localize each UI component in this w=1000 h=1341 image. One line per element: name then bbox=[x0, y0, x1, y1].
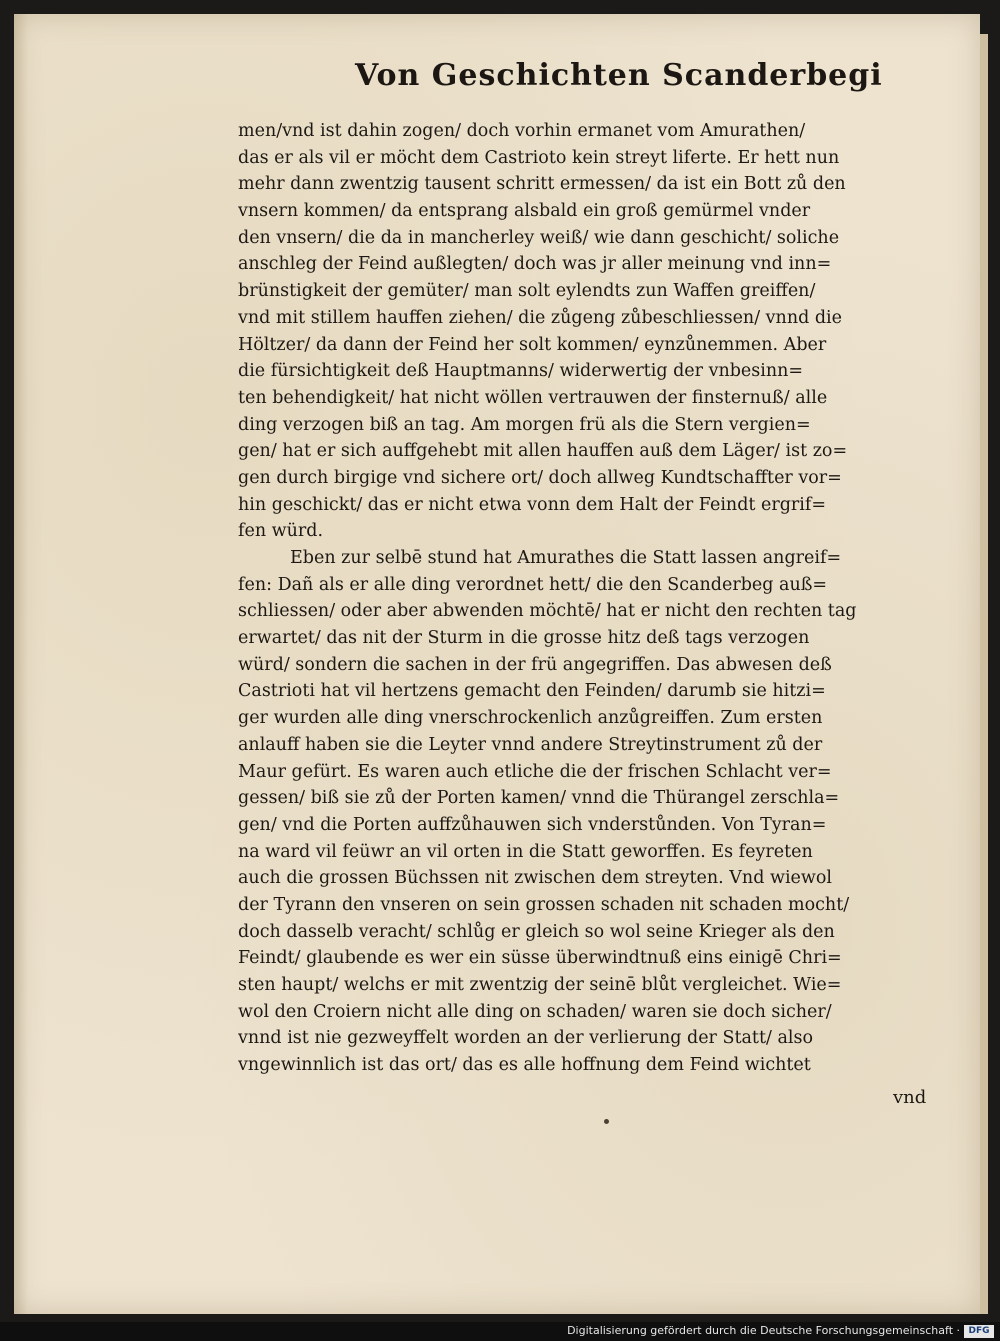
paragraph-2 bbox=[238, 545, 938, 1079]
text-line: wol den Croiern nicht alle ding on schaden/ waren sie doch sicher/ bbox=[238, 1001, 832, 1022]
text-line: der Tyrann den vnseren on sein grossen schaden nit schaden mocht/ bbox=[238, 894, 850, 915]
text-line: ger wurden alle ding vnerschrockenlich anzůgreiffen. Zum ersten bbox=[238, 708, 823, 729]
funding-credit: Digitalisierung gefördert durch die Deutsche Forschungsgemeinschaft · bbox=[567, 1324, 960, 1337]
text-line: gessen/ biß sie zů der Porten kamen/ vnnd die Thürangel zerschla= bbox=[238, 788, 840, 809]
text-line: fen würd. bbox=[238, 521, 324, 542]
text-line: ding verzogen biß an tag. Am morgen frü als die Stern vergien= bbox=[238, 414, 811, 435]
text-line: hin geschickt/ das er nicht etwa vonn dem Halt der Feindt ergrif= bbox=[238, 494, 827, 515]
text-line: na ward vil feüwr an vil orten in die Statt geworffen. Es feyreten bbox=[238, 841, 813, 862]
text-line: würd/ sondern die sachen in der frü angegriffen. Das abwesen deß bbox=[238, 654, 832, 675]
text-line: vngewinnlich ist das ort/ das es alle hoffnung dem Feind wichtet bbox=[238, 1055, 811, 1076]
text-line: gen durch birgige vnd sichere ort/ doch allweg Kundtschaffter vor= bbox=[238, 467, 842, 488]
text-line: gen/ vnd die Porten auffzůhauwen sich vnderstůnden. Von Tyran= bbox=[238, 814, 827, 835]
text-line: doch dasselb veracht/ schlůg er gleich so wol seine Krieger als den bbox=[238, 921, 835, 942]
text-line: vnnd ist nie gezweyffelt worden an der verlierung der Statt/ also bbox=[238, 1028, 814, 1049]
text-line: die fürsichtigkeit deß Hauptmanns/ widerwertig der vnbesinn= bbox=[238, 361, 804, 382]
text-line: Höltzer/ da dann der Feind her solt kommen/ eynzůnemmen. Aber bbox=[238, 334, 827, 355]
catchword: vnd bbox=[893, 1087, 927, 1108]
text-line: vnd mit stillem hauffen ziehen/ die zůgeng zůbeschliessen/ vnnd die bbox=[238, 307, 843, 328]
text-line: Feindt/ glaubende es wer ein süsse überwindtnuß eins einigē Chri= bbox=[238, 948, 842, 969]
running-head: Von Geschichten Scanderbegi bbox=[355, 58, 883, 93]
text-line: brünstigkeit der gemüter/ man solt eylendts zun Waffen greiffen/ bbox=[238, 281, 816, 302]
text-line: mehr dann zwentzig tausent schritt ermessen/ da ist ein Bott zů den bbox=[238, 174, 846, 195]
ink-speck bbox=[604, 1119, 609, 1124]
text-line: Castrioti hat vil hertzens gemacht den Feinden/ darumb sie hitzi= bbox=[238, 681, 826, 702]
footer-bar bbox=[0, 1322, 1000, 1341]
text-line: ten behendigkeit/ hat nicht wöllen vertrauwen der finsternuß/ alle bbox=[238, 387, 828, 408]
page-edge bbox=[980, 34, 988, 1314]
paragraph-1 bbox=[238, 118, 938, 545]
text-line: erwartet/ das nit der Sturm in die grosse hitz deß tags verzogen bbox=[238, 628, 810, 649]
text-line: Eben zur selbē stund hat Amurathes die Statt lassen angreif= bbox=[290, 548, 842, 568]
text-line: das er als vil er möcht dem Castrioto kein streyt liferte. Er hett nun bbox=[238, 147, 840, 168]
text-line: sten haupt/ welchs er mit zwentzig der seinē blůt vergleichet. Wie= bbox=[238, 975, 842, 995]
text-line: anschleg der Feind außlegten/ doch was jr aller meinung vnd inn= bbox=[238, 254, 832, 275]
text-line: fen: Dañ als er alle ding verordnet hett/ die den Scanderbeg auß= bbox=[238, 574, 828, 595]
text-line: men/vnd ist dahin zogen/ doch vorhin ermanet vom Amurathen/ bbox=[238, 121, 806, 141]
text-line: den vnsern/ die da in mancherley weiß/ wie dann geschicht/ soliche bbox=[238, 227, 840, 248]
body-text bbox=[238, 118, 938, 1079]
text-line: schliessen/ oder aber abwenden möchtē/ hat er nicht den rechten tag bbox=[238, 601, 857, 622]
text-line: anlauff haben sie die Leyter vnnd andere Streytinstrument zů der bbox=[238, 734, 823, 755]
text-line: auch die grossen Büchssen nit zwischen dem streyten. Vnd wiewol bbox=[238, 868, 833, 889]
text-line: vnsern kommen/ da entsprang alsbald ein groß gemürmel vnder bbox=[238, 201, 811, 222]
dfg-logo: DFG bbox=[964, 1325, 994, 1338]
text-line: Maur gefürt. Es waren auch etliche die der frischen Schlacht ver= bbox=[238, 761, 832, 782]
text-line: gen/ hat er sich auffgehebt mit allen hauffen auß dem Läger/ ist zo= bbox=[238, 441, 848, 462]
